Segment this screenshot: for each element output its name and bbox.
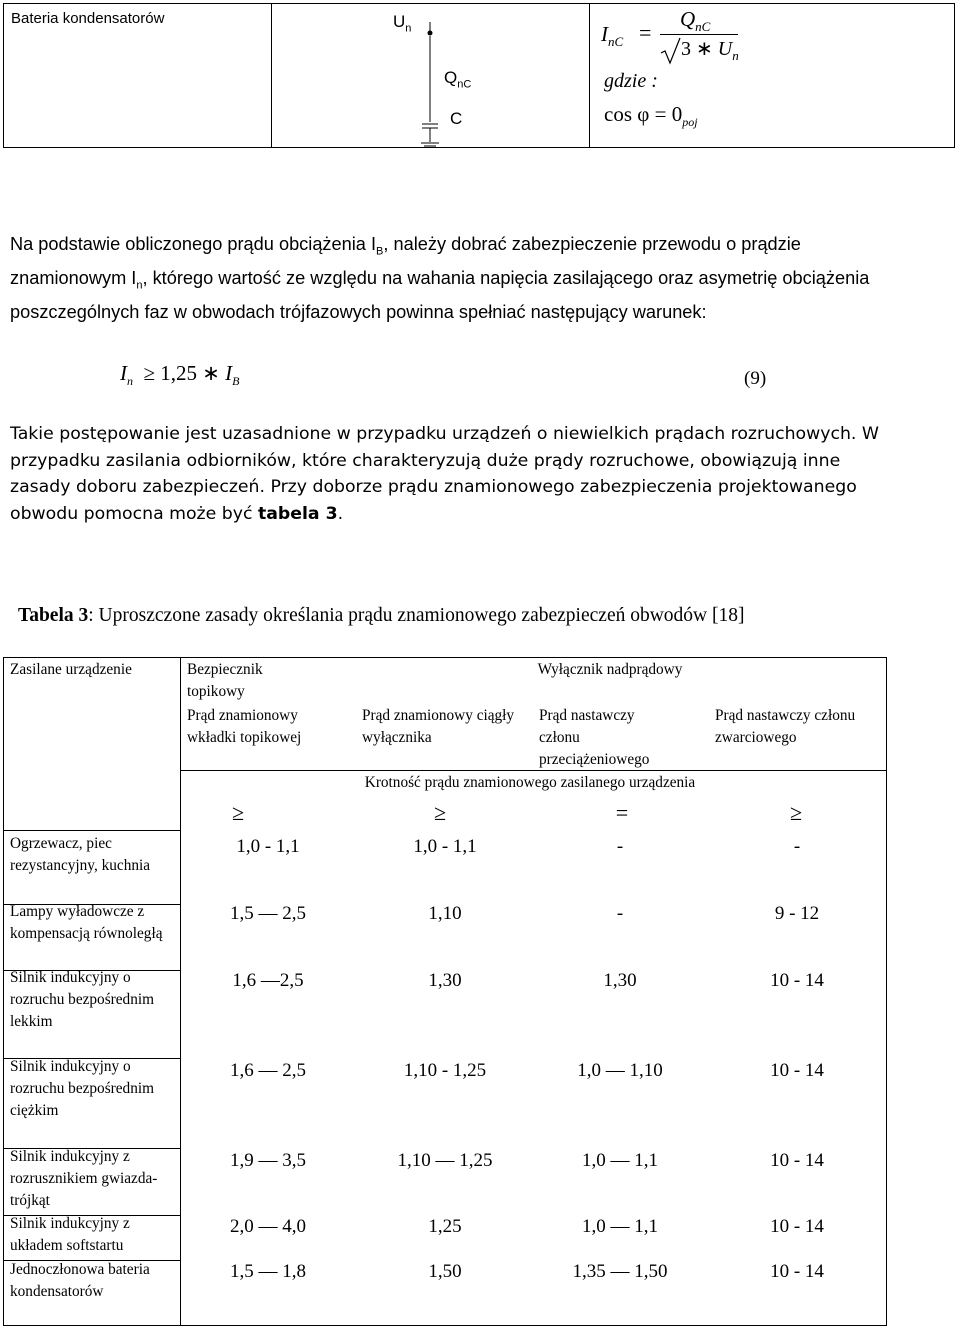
table-row-device: Ogrzewacz, piec rezystancyjny, kuchnia [10, 835, 151, 874]
table-cell-short-circuit: 10 - 14 [770, 1060, 824, 1081]
capacitor-bank-label: Bateria kondensatorów [11, 10, 165, 27]
capacitor-bank-row [3, 3, 955, 148]
relation-symbol-col4: ≥ [789, 800, 803, 825]
capacitor-formula-cell [590, 4, 954, 147]
paragraph-current-selection: Na podstawie obliczonego prądu obciążenia $I_B$, należy dobrać zabezpieczenie przewodu o prądzie znamionowym $I_n$, którego wartość ze względu na wahania napięcia zasilającego oraz asymetrię obciążenia poszczególnych faz w obwodach trójfazowych powinna spełniać następujący warunek: [10, 234, 870, 323]
table-cell-breaker: 1,10 [428, 903, 462, 924]
table-cell-short-circuit: 9 - 12 [774, 903, 820, 924]
header-fuse-rated: Prąd znamionowy wkładki topikowej [187, 707, 302, 746]
table-cell-overload: 1,0 — 1,10 [577, 1060, 663, 1081]
table-row-device: Jednoczłonowa bateria kondensatorów [10, 1261, 150, 1300]
table-cell-short-circuit: 10 - 14 [770, 1216, 824, 1237]
formula-numerator: $Q_{nC}$ [680, 7, 711, 35]
table-cell-fuse: 1,0 - 1,1 [236, 836, 300, 857]
circuit-power-label: $Q_{nC}$ [444, 68, 472, 91]
table-caption: Tabela 3: Uproszczone zasady określania prądu znamionowego zabezpieczeń obwodów [18] [18, 605, 745, 626]
table-row-device: Silnik indukcyjny z rozrusznikiem gwiazda-trójkąt [10, 1148, 158, 1209]
sqrt-icon [660, 37, 682, 65]
table-row-device: Silnik indukcyjny o rozruchu bezpośrednim lekkim [10, 969, 154, 1030]
table-cell-overload: - [616, 836, 624, 857]
capacitor-bank-label-cell [4, 4, 272, 147]
equation-number: (9) [744, 368, 767, 389]
header-overload-setting: Prąd nastawczy członu przeciążeniowego [539, 707, 650, 768]
table-cell-fuse: 1,6 —2,5 [232, 970, 304, 991]
relation-symbol-col1: ≥ [231, 800, 245, 825]
capacitor-circuit-diagram [272, 4, 590, 149]
table-cell-fuse: 2,0 — 4,0 [230, 1216, 306, 1237]
table-cell-fuse: 1,5 — 1,8 [230, 1261, 306, 1282]
fraction-bar [660, 34, 738, 35]
circuit-voltage-label: $U_n$ [393, 12, 412, 35]
formula-denominator: 3 ∗ $U_n$ [681, 38, 739, 63]
table-cell-overload: 1,30 [603, 970, 637, 991]
table-cell-fuse: 1,6 — 2,5 [230, 1060, 306, 1081]
table-row-device: Silnik indukcyjny o rozruchu bezpośrednim ciężkim [10, 1058, 154, 1119]
formula-equals: = [639, 20, 652, 45]
capacitor-circuit-cell [272, 4, 590, 147]
table-cell-short-circuit: 10 - 14 [770, 1261, 824, 1282]
header-breaker-continuous: Prąd znamionowy ciągły wyłącznika [362, 707, 515, 746]
formula-lhs: $I_{nC}$ [601, 22, 624, 50]
table-cell-overload: 1,35 — 1,50 [572, 1261, 668, 1282]
table-cell-breaker: 1,10 — 1,25 [397, 1150, 493, 1171]
paragraph-justification: Takie postępowanie jest uzasadnione w przypadku urządzeń o niewielkich prądach rozruchowych. W przypadku zasilania odbiorników, które charakteryzują duże prądy rozruchowe, obowiązują inne zasady doboru zabezpieczeń. Przy doborze prądu znamionowego zabezpieczenia projektowanego obwodu pomocna może być tabela 3. [10, 424, 879, 524]
table-cell-breaker: 1,25 [428, 1216, 462, 1237]
table-cell-overload: 1,0 — 1,1 [582, 1150, 658, 1171]
table-cell-overload: - [616, 903, 624, 924]
table-cell-breaker: 1,30 [428, 970, 462, 991]
relation-symbol-col3: = [615, 800, 629, 825]
header-multiplicity: Krotność prądu znamionowego zasilanego urządzenia [364, 774, 696, 791]
formula-cos-condition: $\cos \varphi = 0_{poj}$ [604, 102, 698, 130]
table-row-device: Lampy wyładowcze z kompensacją równoległą [10, 903, 163, 942]
table-cell-short-circuit: 10 - 14 [770, 1150, 824, 1171]
table-cell-fuse: 1,9 — 3,5 [230, 1150, 306, 1171]
equation-9: $I_n \ge 1,25$ ∗ $I_B$ [120, 361, 240, 389]
table-cell-short-circuit: - [793, 836, 801, 857]
formula-where: gdzie : [604, 70, 658, 92]
table-cell-breaker: 1,0 - 1,1 [413, 836, 477, 857]
table-cell-breaker: 1,10 - 1,25 [403, 1060, 487, 1081]
header-fuse: Bezpiecznik topikowy [187, 661, 263, 700]
relation-symbol-col2: ≥ [433, 800, 447, 825]
circuit-capacitor-label: C [450, 109, 463, 128]
table-cell-short-circuit: 10 - 14 [770, 970, 824, 991]
header-short-circuit-setting: Prąd nastawczy członu zwarciowego [715, 707, 856, 746]
table-row-device: Silnik indukcyjny z układem softstartu [10, 1215, 130, 1254]
table-cell-overload: 1,0 — 1,1 [582, 1216, 658, 1237]
table-cell-breaker: 1,50 [428, 1261, 462, 1282]
header-device: Zasilane urządzenie [10, 661, 132, 678]
table-cell-fuse: 1,5 — 2,5 [230, 903, 306, 924]
header-breaker: Wyłącznik nadprądowy [537, 661, 683, 678]
